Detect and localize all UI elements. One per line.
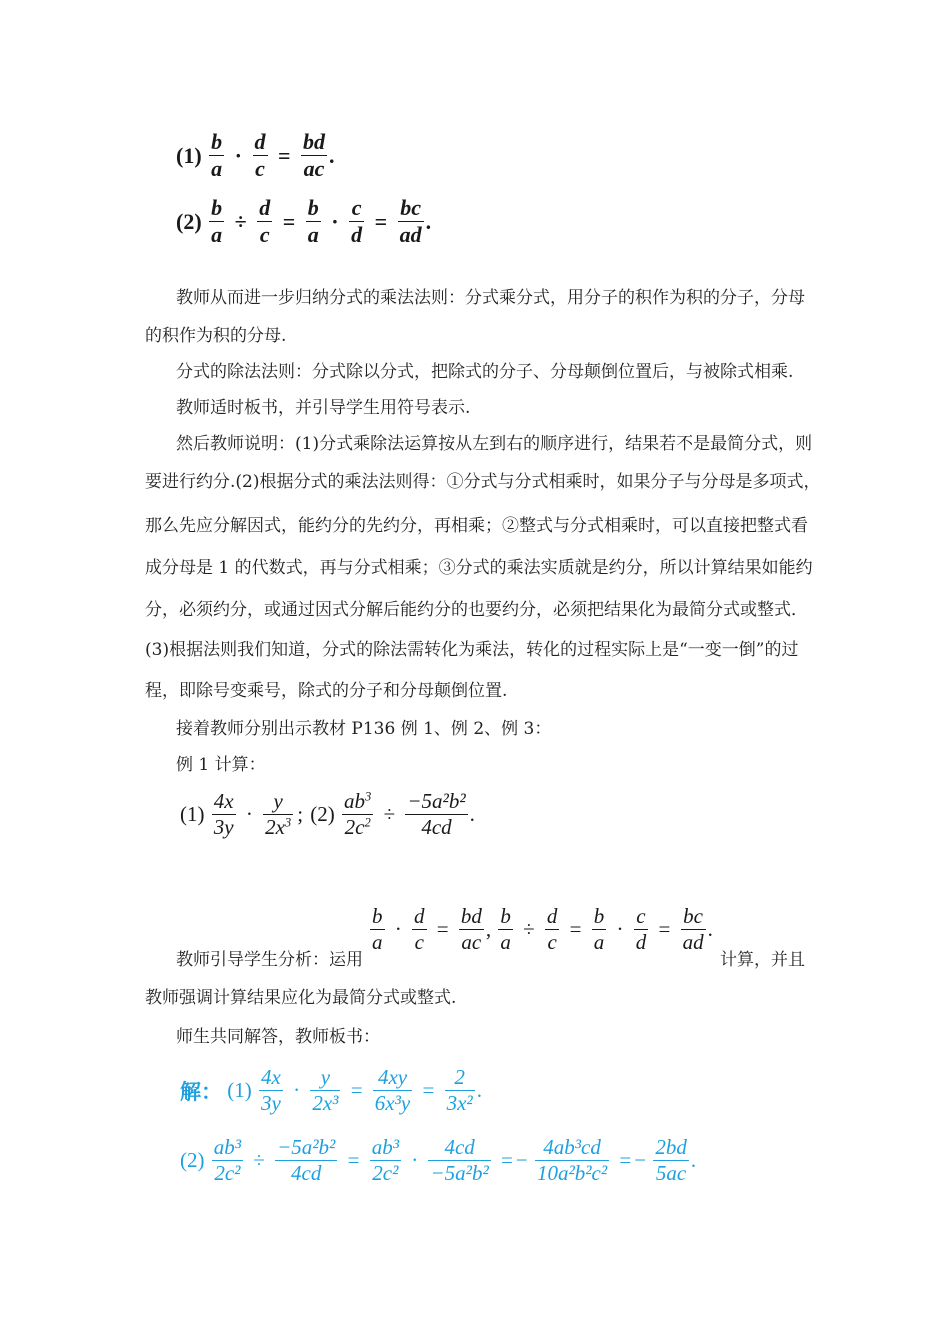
paragraph-line: 然后教师说明：(1)分式乘除法运算按从左到右的顺序进行，结果若不是最简分式，则 [176, 434, 813, 454]
fraction: $\frac{b}{a}$ [211, 195, 223, 248]
solution-line-1: 解： (1) $\frac{4x}{3y}$ · $\frac{y}{\text{2x³}}$ = $\frac{4xy}{\text{6x³y}}$ = $\frac{2}{\text{3x²}}$ . [180, 1065, 482, 1116]
example1-formula: (1) $\frac{4x}{3y}$ · $\frac{y}{2x^3}$ ; (2) $\frac{ab^3}{2c^2}$ ÷ $\frac{\text{−5a²b²}}{4cd}$ . [180, 789, 475, 840]
formula-multiply-rule: (1) $\frac{b}{a}$ · $\frac{d}{c}$ = $\frac{bd}{ac}$ . [176, 129, 335, 182]
fraction: $\frac{4x}{3y}$ [213, 789, 234, 840]
paragraph-line: 教师适时板书，并引导学生用符号表示. [176, 398, 471, 418]
paragraph-line: 成分母是 1 的代数式，再与分式相乘；③分式的乘法实质就是约分，所以计算结果如能约 [145, 558, 813, 578]
formula-label: (2) [176, 208, 202, 234]
multiply-dot: · [234, 142, 242, 168]
equals-sign: = [347, 1148, 360, 1173]
multiply-dot: · [331, 208, 339, 234]
solution-line-2: (2) $\frac{\text{ab³}}{\text{2c²}}$ ÷ $\frac{\text{−5a²b²}}{4cd}$ = $\frac{\text{ab³}}{\text{2c²}}$ · $\frac{4cd}{\text{−5a²b²}}$ = − $\frac{\text{4ab³cd}}{\text{10a²b²c²}}$ = − $\frac{2bd}{5ac}$ . [180, 1135, 697, 1186]
equals-sign: = [278, 142, 291, 168]
paragraph-line: 要进行约分.(2)根据分式的乘法法则得：①分式与分式相乘时，如果分子与分母是多项式， [145, 472, 821, 492]
equals-sign: = [282, 208, 296, 234]
equals-sign: = [658, 917, 671, 942]
paragraph-line: 教师引导学生分析：运用 [176, 950, 363, 970]
fraction: $\frac{ab^3}{2c^2}$ [344, 789, 372, 840]
inline-rule-formula: $\frac{b}{a}$ · $\frac{d}{c}$ = $\frac{bd}{ac}$ , $\frac{b}{a}$ ÷ $\frac{d}{c}$ = $\frac{b}{a}$ · $\frac{c}{d}$ = $\frac{bc}{ad}$ . [372, 904, 713, 955]
divide-sign: ÷ [253, 1148, 265, 1173]
solution-prefix: 解： [180, 1079, 222, 1104]
paragraph-line: 教师强调计算结果应化为最简分式或整式. [145, 988, 457, 1008]
multiply-dot: · [616, 917, 624, 942]
equals-sign: = [501, 1148, 513, 1173]
paragraph-line: 教师从而进一步归纳分式的乘法法则：分式乘分式，用分子的积作为积的分子，分母 [176, 288, 805, 308]
equals-sign: = [619, 1148, 632, 1173]
paragraph-line: 那么先应分解因式，能约分的先约分，再相乘；②整式与分式相乘时，可以直接把整式看 [145, 516, 808, 536]
multiply-dot: · [245, 802, 253, 827]
equals-sign: = [350, 1078, 363, 1103]
multiply-dot: · [394, 917, 402, 942]
fraction: $\frac{y}{2x^3}$ [265, 789, 292, 840]
fraction: $\frac{d}{c}$ [259, 195, 271, 248]
divide-sign: ÷ [523, 917, 535, 942]
paragraph-line: 师生共同解答，教师板书： [176, 1027, 380, 1047]
paragraph-line: 计算，并且 [720, 950, 805, 970]
paragraph-line: 接着教师分别出示教材 P136 例 1、例 2、例 3： [176, 719, 552, 739]
multiply-dot: · [293, 1078, 301, 1103]
formula-divide-rule: (2) $\frac{b}{a}$ ÷ $\frac{d}{c}$ = $\frac{b}{a}$ · $\frac{c}{d}$ = $\frac{bc}{ad}$ . [176, 195, 432, 248]
equals-sign: = [374, 208, 388, 234]
paragraph-line: (3)根据法则我们知道，分式的除法需转化为乘法，转化的过程实际上是“一变一倒”的过 [145, 640, 799, 660]
fraction: $\frac{\text{−5a²b²}}{4cd}$ [407, 789, 466, 840]
equals-sign: = [422, 1078, 435, 1103]
fraction: $\frac{c}{d}$ [351, 195, 363, 248]
fraction: $\frac{bc}{ad}$ [399, 195, 422, 248]
equals-sign: = [569, 917, 582, 942]
fraction: $\frac{b}{a}$ [211, 129, 223, 182]
equals-sign: = [436, 917, 449, 942]
fraction: $\frac{bd}{ac}$ [303, 129, 326, 182]
formula-label: (1) [176, 142, 202, 168]
paragraph-line: 程，即除号变乘号，除式的分子和分母颠倒位置. [145, 681, 508, 701]
divide-sign: ÷ [383, 802, 396, 827]
fraction: $\frac{d}{c}$ [254, 129, 266, 182]
divide-sign: ÷ [234, 208, 247, 234]
paragraph-line: 分式的除法法则：分式除以分式，把除式的分子、分母颠倒位置后，与被除式相乘. [176, 362, 794, 382]
fraction: $\frac{b}{a}$ [307, 195, 319, 248]
paragraph-line: 的积作为积的分母. [145, 326, 287, 346]
example-heading: 例 1 计算： [176, 755, 266, 775]
multiply-dot: · [411, 1148, 419, 1173]
paragraph-line: 分，必须约分，或通过因式分解后能约分的也要约分，必须把结果化为最简分式或整式． [145, 600, 808, 620]
